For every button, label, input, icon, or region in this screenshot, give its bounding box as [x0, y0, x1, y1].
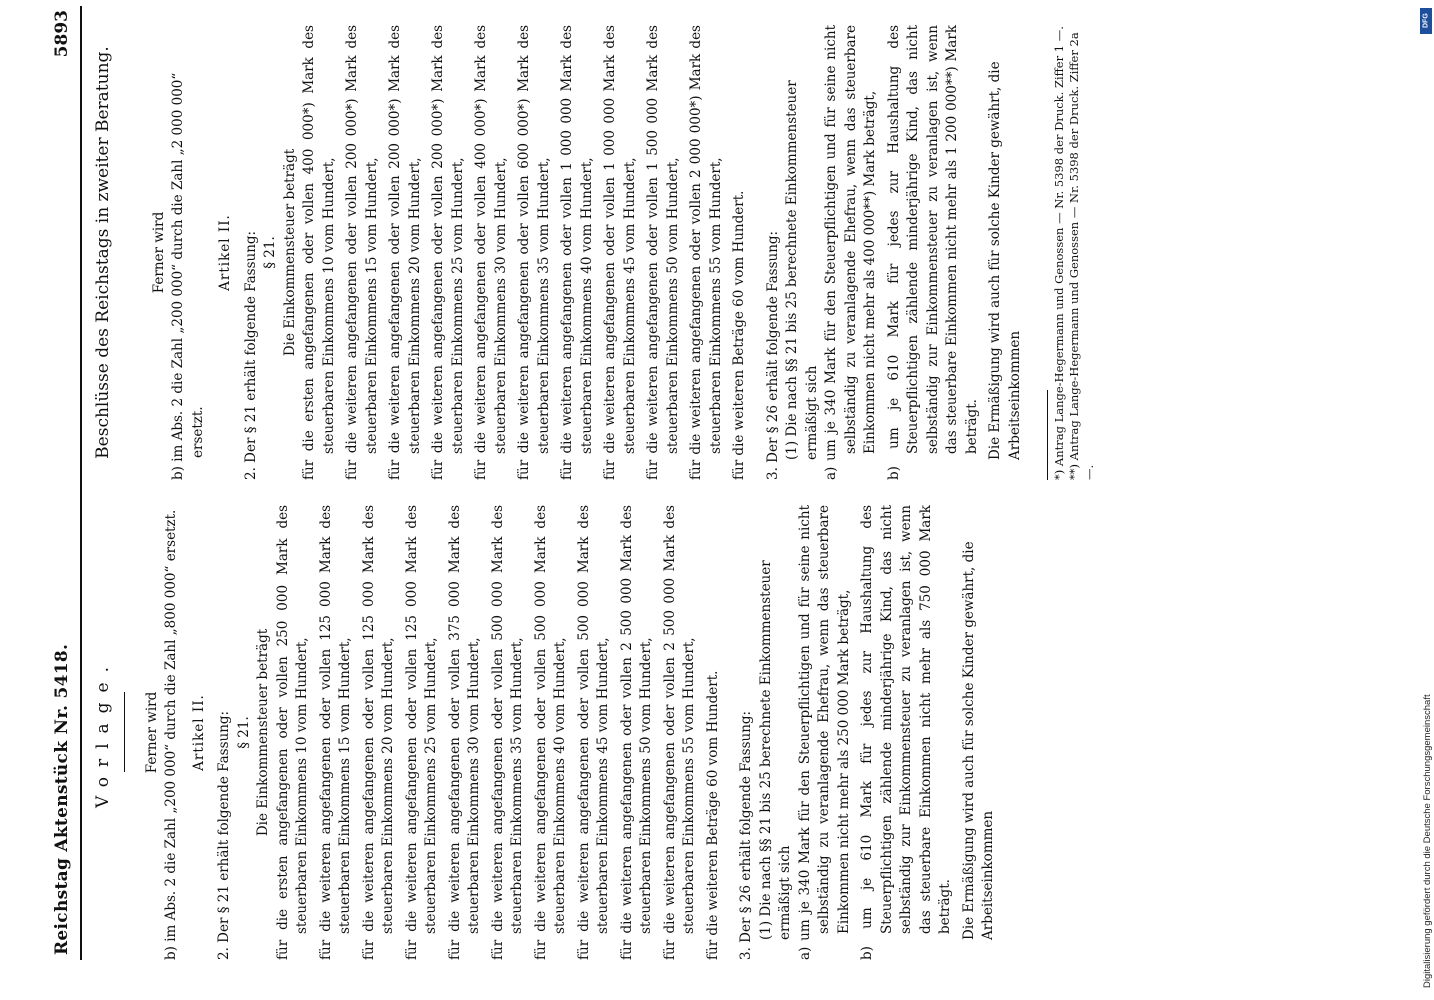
rate-item: für die weiteren Beträge 60 vom Hundert.	[704, 670, 721, 960]
rate-item: für die weiteren angefangenen oder vollen 500 000 Mark des steuerbaren Einkommens 35 vom Hundert,	[489, 505, 525, 960]
footnote: *) Antrag Lange-Hegermann und Genossen — Nr. 5398 der Druck. Ziffer 1 —.	[1052, 26, 1066, 480]
rate-item: für die weiteren angefangenen oder vollen 2 500 000 Mark des steuerbaren Einkommens 55 vom Hundert,	[661, 505, 697, 960]
column-title: Vorlage.	[93, 657, 113, 808]
page-number: 5893	[52, 10, 72, 58]
article-heading: Artikel II.	[217, 214, 233, 291]
rate-item: für die weiteren angefangenen oder vollen 1 500 000 Mark des steuerbaren Einkommens 50 vom Hundert,	[645, 25, 681, 480]
rate-item: für die weiteren angefangenen oder vollen 200 000*) Mark des steuerbaren Einkommens 15 vom Hundert,	[344, 25, 380, 480]
rate-item: für die weiteren angefangenen oder vollen 2 000 000*) Mark des steuerbaren Einkommens 55 vom Hundert,	[688, 25, 724, 480]
rate-item: für die weiteren angefangenen oder vollen 500 000 Mark des steuerbaren Einkommens 45 vom Hundert,	[575, 505, 611, 960]
section-1: (1) Die nach §§ 21 bis 25 berechnete Einkommensteuer ermäßigt sich	[757, 560, 793, 940]
clause-a: a) um je 340 Mark für den Steuerpflichtigen und für seine nicht selbständig zu veranlagende Ehefrau, wenn das steuerbare Einkommen nicht mehr als 250 000 Mark beträgt,	[796, 505, 852, 960]
item-3: 3. Der § 26 erhält folgende Fassung:	[764, 230, 781, 480]
rate-list	[300, 25, 750, 480]
closing-text: Die Ermäßigung wird auch für solche Kinder gewährt, die Arbeitseinkommen	[987, 61, 1023, 460]
footnote-rule	[1047, 390, 1048, 480]
rate-item: für die weiteren angefangenen oder vollen 500 000 Mark des steuerbaren Einkommens 40 vom Hundert,	[532, 505, 568, 960]
rate-item: für die weiteren angefangenen oder vollen 1 000 000 Mark des steuerbaren Einkommens 40 vom Hundert,	[559, 25, 595, 480]
item-2: 2. Der § 21 erhält folgende Fassung:	[216, 710, 232, 960]
rate-item: für die ersten angefangenen oder vollen 400 000*) Mark des steuerbaren Einkommens 10 vom Hundert,	[301, 25, 337, 480]
rate-item: für die weiteren angefangenen oder vollen 200 000*) Mark des steuerbaren Einkommens 20 vom Hundert,	[387, 25, 423, 480]
title-rule	[124, 693, 125, 773]
section-1: (1) Die nach §§ 21 bis 25 berechnete Einkommensteuer ermäßigt sich	[784, 80, 820, 460]
rate-item: für die weiteren angefangenen oder vollen 125 000 Mark des steuerbaren Einkommens 25 vom Hundert,	[403, 505, 439, 960]
running-header: Reichstag Aktenstück Nr. 5418.	[52, 643, 72, 955]
dfg-logo-icon: DFG	[1420, 8, 1432, 34]
rate-item: für die weiteren angefangenen oder vollen 125 000 Mark des steuerbaren Einkommens 15 vom Hundert,	[317, 505, 353, 960]
rates-intro: Die Einkommensteuer beträgt	[281, 148, 298, 357]
rate-item: für die weiteren angefangenen oder vollen 200 000*) Mark des steuerbaren Einkommens 25 vom Hundert,	[430, 25, 466, 480]
rate-item: für die ersten angefangenen oder vollen 250 000 Mark des steuerbaren Einkommens 10 vom Hundert,	[274, 505, 310, 960]
rates-intro: Die Einkommensteuer beträgt	[255, 628, 271, 837]
paragraph-heading: § 21.	[262, 236, 278, 269]
rate-item: für die weiteren angefangenen oder vollen 375 000 Mark des steuerbaren Einkommens 30 vom Hundert,	[446, 505, 482, 960]
footnote: **) Antrag Lange-Hegermann und Genossen — Nr. 5398 der Druck. Ziffer 2a —.	[1067, 32, 1096, 480]
rate-item: für die weiteren angefangenen oder vollen 1 000 000 Mark des steuerbaren Einkommens 45 vom Hundert,	[602, 25, 638, 480]
article-heading: Artikel II.	[190, 694, 207, 771]
clause-b: b) um je 610 Mark für jedes zur Haushaltung des Steuerpflichtigen zählende minderjährige Kind, das nicht selbständig zur Einkommensteuer zu veranlagen ist, wenn das steuerbare Einkommen nicht mehr als 1 200 000**) Mark beträgt.	[885, 25, 980, 480]
paragraph-heading: § 21.	[235, 716, 252, 749]
column-beschluesse	[92, 25, 1097, 480]
item-3: 3. Der § 26 erhält folgende Fassung:	[738, 710, 754, 960]
item-b: b) im Abs. 2 die Zahl „200 000“ durch die Zahl „800 000“ ersetzt.	[163, 509, 179, 960]
rate-item: für die weiteren angefangenen oder vollen 2 500 000 Mark des steuerbaren Einkommens 50 vom Hundert,	[618, 505, 654, 960]
item-2: 2. Der § 21 erhält folgende Fassung:	[242, 230, 259, 480]
digitization-credit	[1420, 8, 1434, 988]
clause-a: a) um je 340 Mark für den Steuerpflichtigen und für seine nicht selbständig zu veranlagende Ehefrau, wenn das steuerbare Einkommen nicht mehr als 400 000**) Mark beträgt,	[823, 25, 878, 480]
ferner-line: Ferner wird	[150, 211, 167, 294]
column-vorlage	[92, 505, 999, 960]
ferner-line: Ferner wird	[143, 691, 160, 774]
rate-item: für die weiteren angefangenen oder vollen 125 000 Mark des steuerbaren Einkommens 20 vom Hundert,	[360, 505, 396, 960]
column-title: Beschlüsse des Reichstags in zweiter Beratung.	[93, 46, 113, 459]
clause-b: b) um je 610 Mark für jedes zur Haushaltung des Steuerpflichtigen zählende minderjährige Kind, das nicht selbständig zur Einkommensteuer zu veranlagen ist, wenn das steuerbare Einkommen nicht mehr als 750 000 Mark beträgt.	[859, 505, 953, 960]
rate-list	[274, 505, 724, 960]
header-rule	[80, 6, 82, 960]
closing-text: Die Ermäßigung wird auch für solche Kinder gewährt, die Arbeitseinkommen	[960, 541, 996, 940]
item-b: b) im Abs. 2 die Zahl „200 000“ durch die Zahl „2 000 000“ ersetzt.	[170, 72, 206, 480]
credit-text: Digitalisierung gefördert durch die Deutsche Forschungsgemeinschaft	[1422, 694, 1433, 988]
rate-item: für die weiteren angefangenen oder vollen 600 000*) Mark des steuerbaren Einkommens 35 vom Hundert,	[516, 25, 552, 480]
rate-item: für die weiteren angefangenen oder vollen 400 000*) Mark des steuerbaren Einkommens 30 vom Hundert,	[473, 25, 509, 480]
rate-item: für die weiteren Beträge 60 vom Hundert.	[731, 190, 747, 480]
